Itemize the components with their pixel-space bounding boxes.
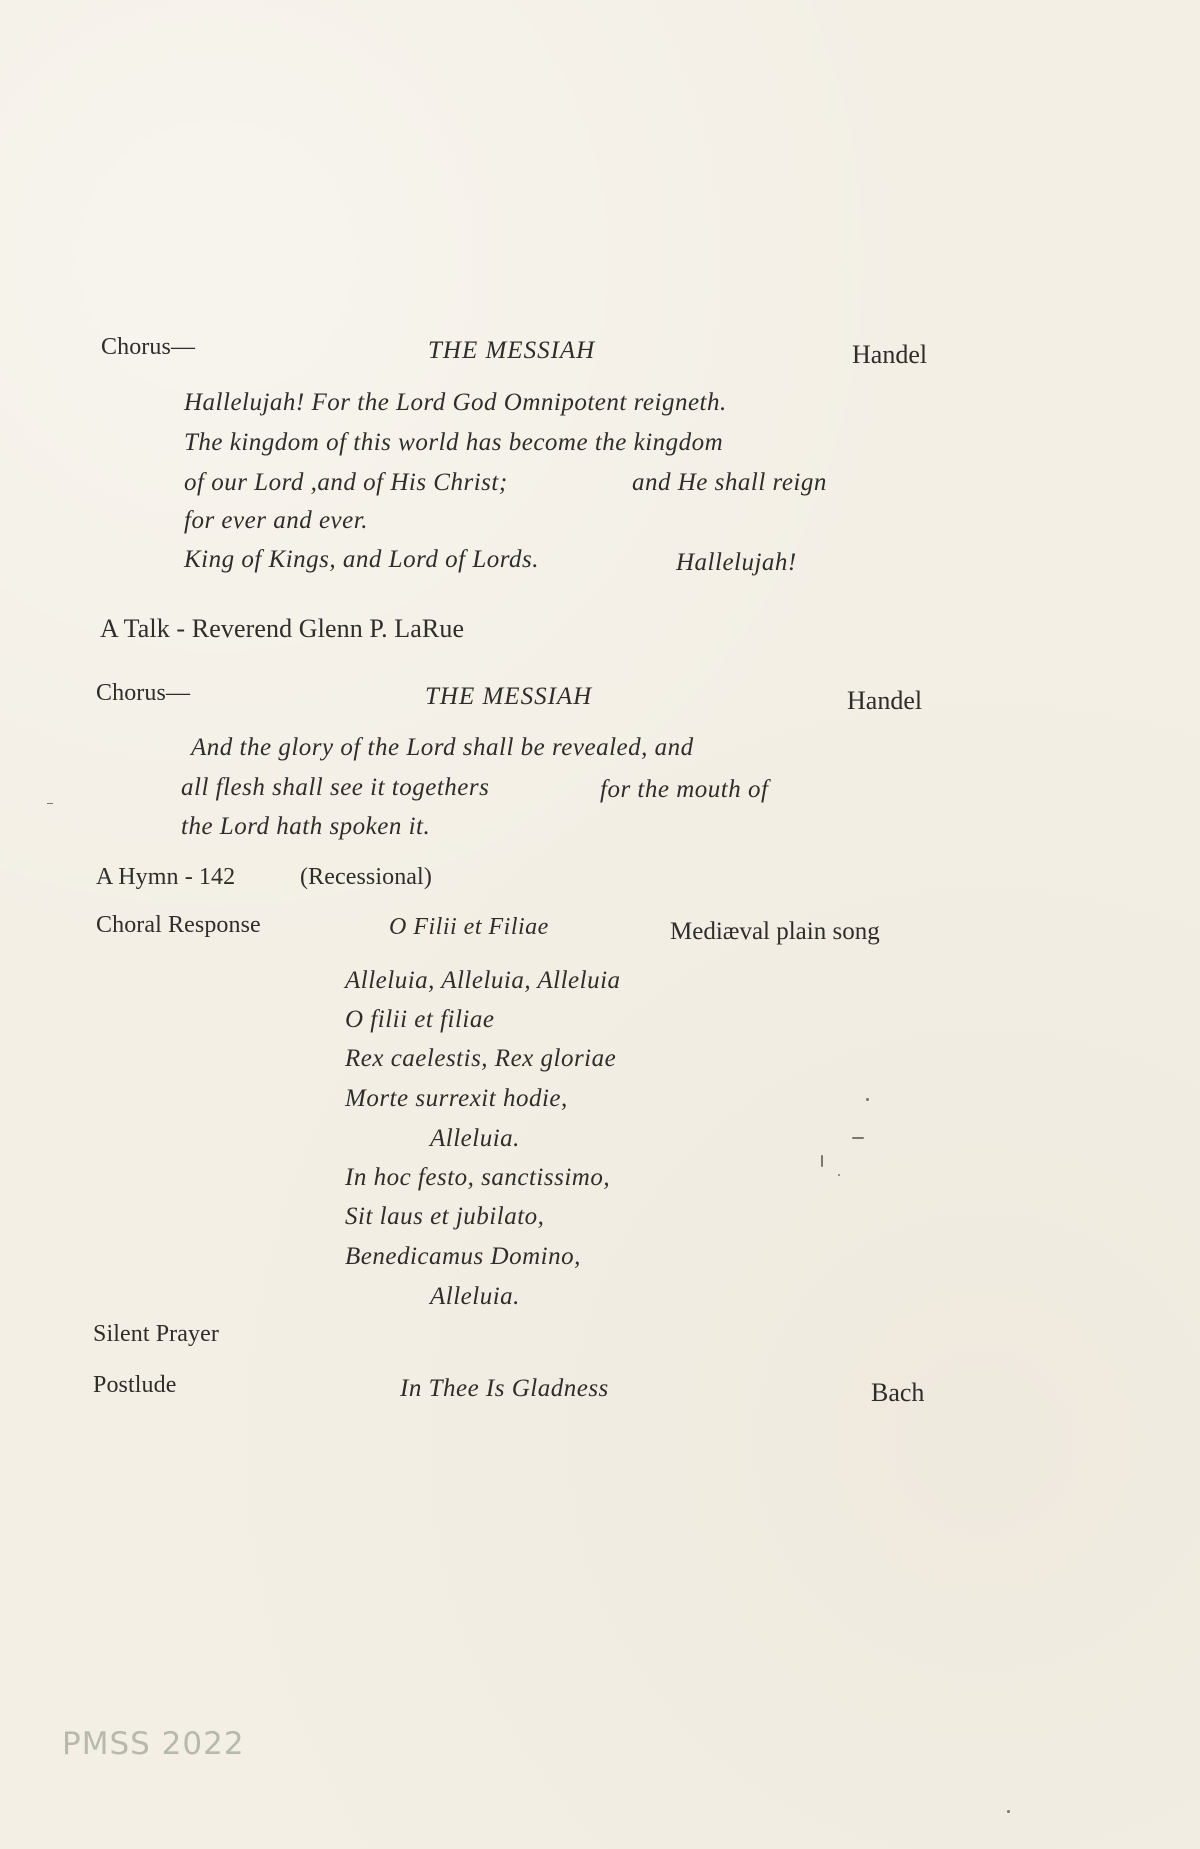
chorus2-lyric-line: And the glory of the Lord shall be revealed, and: [191, 734, 694, 761]
chorus2-lyric-line: for the mouth of: [600, 776, 769, 803]
postlude-label: Postlude: [93, 1372, 177, 1398]
chorus2-composer: Handel: [847, 686, 923, 715]
paper-speck: [866, 1098, 869, 1101]
chorus1-composer: Handel: [852, 340, 928, 369]
chorus1-lyric-line: and He shall reign: [632, 469, 827, 496]
chorus1-lyric-line: for ever and ever.: [184, 507, 368, 534]
paper-speck: [47, 803, 53, 804]
paper-speck: [1007, 1810, 1010, 1813]
archive-watermark: PMSS 2022: [62, 1726, 245, 1762]
chorus2-lyric-line: the Lord hath spoken it.: [181, 813, 431, 840]
paper-speck: [838, 1174, 840, 1176]
choral-lyric-line: In hoc festo, sanctissimo,: [345, 1164, 611, 1191]
chorus1-lyric-line: King of Kings, and Lord of Lords.: [184, 546, 540, 573]
choral-lyric-line: Alleluia.: [430, 1283, 520, 1310]
talk-label: A Talk - Reverend Glenn P. LaRue: [100, 614, 465, 643]
choral-response-composer: Mediæval plain song: [670, 918, 880, 945]
chorus1-lyric-line: Hallelujah!: [676, 549, 797, 576]
choral-lyric-line: O filii et filiae: [345, 1006, 495, 1033]
chorus2-lyric-line: all flesh shall see it togethers: [181, 774, 490, 801]
choral-response-label: Choral Response: [96, 912, 261, 938]
choral-lyric-line: Rex caelestis, Rex gloriae: [345, 1045, 617, 1072]
choral-lyric-line: Alleluia, Alleluia, Alleluia: [345, 967, 621, 994]
choral-lyric-line: Alleluia.: [430, 1125, 520, 1152]
choral-lyric-line: Sit laus et jubilato,: [345, 1203, 545, 1230]
chorus1-lyric-line: The kingdom of this world has become the kingdom: [184, 429, 724, 456]
choral-lyric-line: Benedicamus Domino,: [345, 1243, 581, 1270]
paper-speck: [852, 1137, 864, 1139]
chorus2-title: THE MESSIAH: [425, 683, 593, 710]
postlude-title: In Thee Is Gladness: [400, 1375, 609, 1402]
chorus1-title: THE MESSIAH: [428, 337, 596, 364]
silent-prayer-label: Silent Prayer: [93, 1321, 219, 1347]
hymn-label: A Hymn - 142: [96, 864, 236, 890]
chorus1-lyric-line: of our Lord ,and of His Christ;: [184, 469, 508, 496]
paper-speck: [821, 1155, 823, 1167]
chorus2-label: Chorus—: [96, 680, 191, 706]
chorus1-lyric-line: Hallelujah! For the Lord God Omnipotent reigneth.: [184, 389, 727, 416]
postlude-composer: Bach: [871, 1378, 925, 1407]
chorus1-label: Chorus—: [101, 334, 196, 360]
choral-response-title: O Filii et Filiae: [389, 914, 549, 940]
choral-lyric-line: Morte surrexit hodie,: [345, 1085, 568, 1112]
hymn-note: (Recessional): [300, 864, 432, 890]
